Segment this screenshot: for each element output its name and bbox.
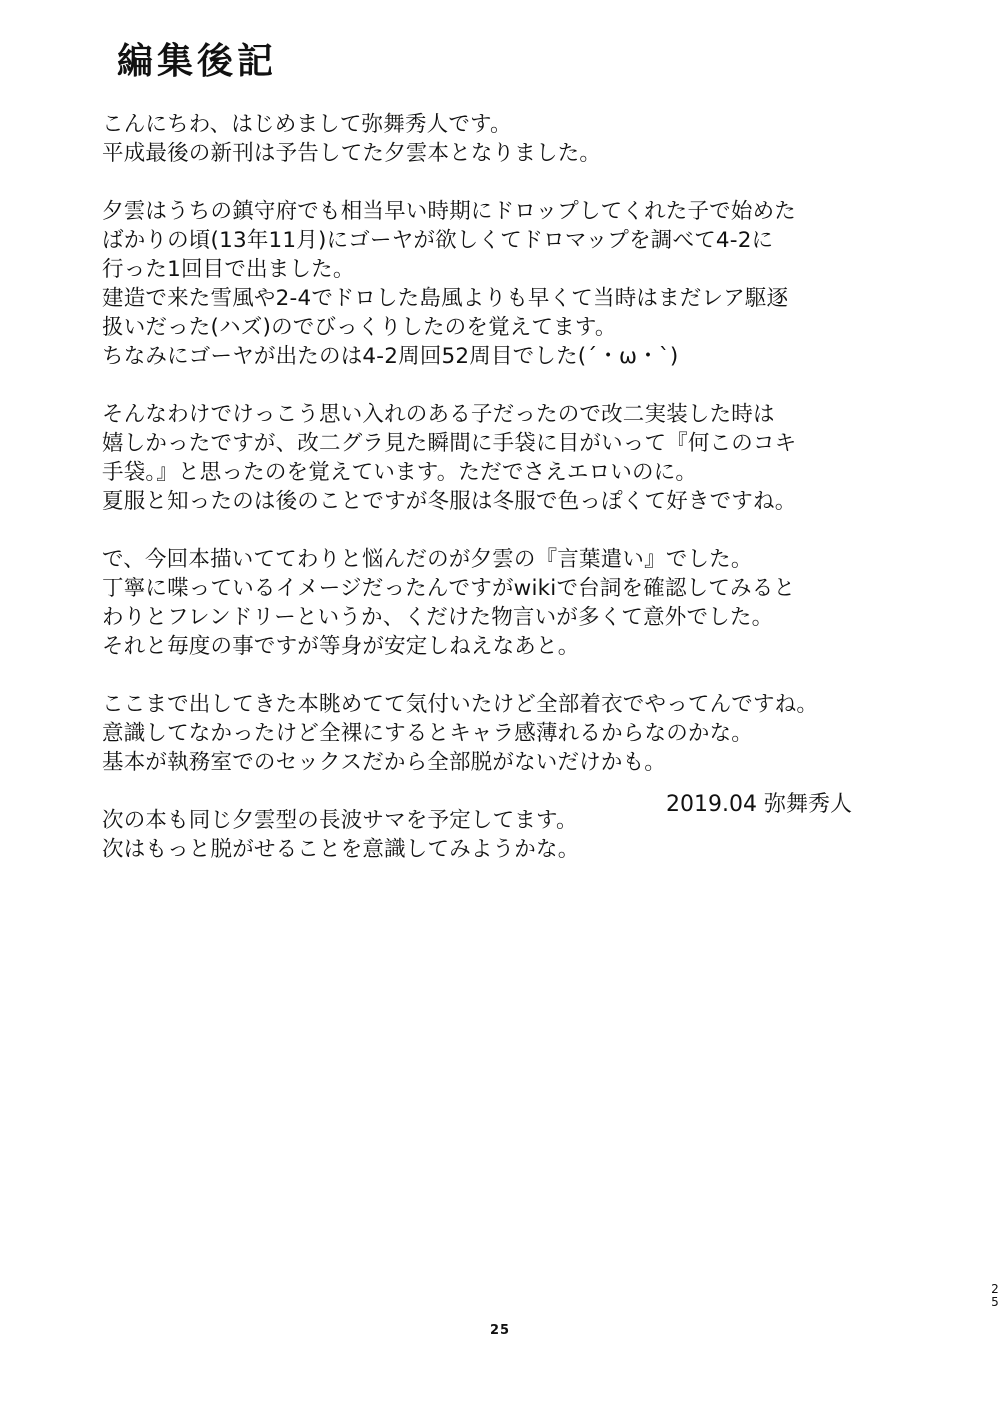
text-line: こんにちわ、はじめまして弥舞秀人です。 (102, 112, 512, 137)
paragraph-speech (102, 545, 882, 661)
text-line: 次はもっと脱がせることを意識してみようかな。 (102, 837, 580, 862)
text-line: それと毎度の事ですが等身が安定しねえなあと。 (102, 634, 580, 659)
afterword-body (102, 110, 882, 893)
text-line: わりとフレンドリーというか、くだけた物言いが多くて意外でした。 (102, 605, 774, 630)
text-line: 丁寧に喋っているイメージだったんですがwikiで台詞を確認してみると (102, 576, 796, 601)
text-line: 基本が執務室でのセックスだから全部脱がないだけかも。 (102, 750, 666, 775)
text-line: 平成最後の新刊は予告してた夕雲本となりました。 (102, 141, 602, 166)
text-line: 手袋。』と思ったのを覚えています。ただでさえエロいのに。 (102, 460, 698, 485)
text-line: ここまで出してきた本眺めてて気付いたけど全部着衣でやってんですね。 (102, 692, 819, 717)
paragraph-kai-ni (102, 400, 882, 516)
paragraph-clothing (102, 690, 882, 777)
text-line: 扱いだった(ハズ)のでびっくりしたのを覚えてます。 (102, 315, 617, 340)
text-line: そんなわけでけっこう思い入れのある子だったので改二実装した時は (102, 402, 775, 427)
side-page-number: 25 (991, 1282, 999, 1309)
text-line: 行った1回目で出ました。 (102, 257, 355, 282)
text-line: 次の本も同じ夕雲型の長波サマを予定してます。 (102, 808, 578, 833)
text-line: ばかりの頃(13年11月)にゴーヤが欲しくてドロマップを調べて4-2に (102, 228, 774, 253)
text-line: 夕雲はうちの鎮守府でも相当早い時期にドロップしてくれた子で始めた (102, 199, 796, 224)
text-line: 意識してなかったけど全裸にするとキャラ感薄れるからなのかな。 (102, 721, 754, 746)
signature-date-author: 2019.04 弥舞秀人 (666, 792, 852, 817)
text-line: 嬉しかったですが、改二グラ見た瞬間に手袋に目がいって『何このコキ (102, 431, 797, 456)
text-line: 建造で来た雪風や2-4でドロした島風よりも早くて当時はまだレア駆逐 (102, 286, 789, 311)
page-number: 25 (489, 1323, 511, 1338)
paragraph-yugumo-drop (102, 197, 882, 371)
paragraph-greeting (102, 110, 882, 168)
text-line: で、今回本描いててわりと悩んだのが夕雲の『言葉遣い』でした。 (102, 547, 753, 572)
page-title: 編集後記 (117, 41, 278, 82)
text-line: 夏服と知ったのは後のことですが冬服は冬服で色っぽくて好きですね。 (102, 489, 797, 514)
text-line: ちなみにゴーヤが出たのは4-2周回52周目でした(´・ω・`) (102, 344, 679, 369)
